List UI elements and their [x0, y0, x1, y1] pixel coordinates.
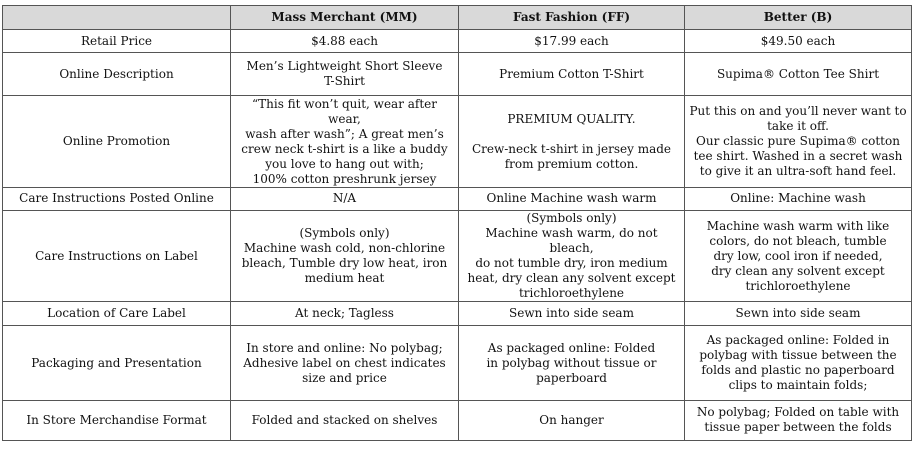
table-row: [3, 30, 912, 53]
cell-mm: At neck; Tagless: [231, 302, 459, 326]
table-row: [3, 187, 912, 210]
cell-ff: Premium Cotton T-Shirt: [459, 53, 685, 96]
cell-b: Put this on and you’ll never want to take it off. Our classic pure Supima® cotton tee shirt. Washed in a secret wash to give it an ultra-soft hand feel.: [685, 96, 912, 187]
row-label: Care Instructions Posted Online: [3, 187, 231, 210]
table-row: [3, 210, 912, 301]
header-mass-merchant: Mass Merchant (MM): [231, 6, 459, 30]
row-label: In Store Merchandise Format: [3, 400, 231, 440]
header-empty-cell: [3, 6, 231, 30]
comparison-table: [2, 5, 912, 441]
table-row: [3, 302, 912, 326]
row-label: Online Description: [3, 53, 231, 96]
cell-ff: On hanger: [459, 400, 685, 440]
row-label: Packaging and Presentation: [3, 326, 231, 400]
table-row: [3, 326, 912, 400]
cell-mm: $4.88 each: [231, 30, 459, 53]
cell-b: No polybag; Folded on table with tissue paper between the folds: [685, 400, 912, 440]
row-label: Retail Price: [3, 30, 231, 53]
table-row: [3, 53, 912, 96]
cell-b: Sewn into side seam: [685, 302, 912, 326]
row-label: Location of Care Label: [3, 302, 231, 326]
cell-mm: (Symbols only) Machine wash cold, non-chlorine bleach, Tumble dry low heat, iron medium heat: [231, 210, 459, 301]
row-label: Online Promotion: [3, 96, 231, 187]
cell-b: Supima® Cotton Tee Shirt: [685, 53, 912, 96]
cell-b: Online: Machine wash: [685, 187, 912, 210]
header-fast-fashion: Fast Fashion (FF): [459, 6, 685, 30]
cell-mm: In store and online: No polybag; Adhesive label on chest indicates size and price: [231, 326, 459, 400]
cell-ff: $17.99 each: [459, 30, 685, 53]
cell-mm: Folded and stacked on shelves: [231, 400, 459, 440]
row-label: Care Instructions on Label: [3, 210, 231, 301]
cell-b: $49.50 each: [685, 30, 912, 53]
cell-b: As packaged online: Folded in polybag with tissue between the folds and plastic no paperboard clips to maintain folds;: [685, 326, 912, 400]
cell-ff: (Symbols only) Machine wash warm, do not bleach, do not tumble dry, iron medium heat, dry clean any solvent except trichloroethylene: [459, 210, 685, 301]
table-row: [3, 96, 912, 187]
cell-mm: Men’s Lightweight Short Sleeve T-Shirt: [231, 53, 459, 96]
cell-ff: As packaged online: Folded in polybag without tissue or paperboard: [459, 326, 685, 400]
cell-ff: PREMIUM QUALITY. Crew-neck t-shirt in jersey made from premium cotton.: [459, 96, 685, 187]
cell-mm: N/A: [231, 187, 459, 210]
header-row: [3, 6, 912, 30]
cell-ff: Online Machine wash warm: [459, 187, 685, 210]
cell-ff: Sewn into side seam: [459, 302, 685, 326]
cell-b: Machine wash warm with like colors, do not bleach, tumble dry low, cool iron if needed, dry clean any solvent except trichloroethylene: [685, 210, 912, 301]
header-better: Better (B): [685, 6, 912, 30]
cell-mm: “This fit won’t quit, wear after wear, wash after wash”; A great men’s crew neck t-shirt is a like a buddy you love to hang out with; 100% cotton preshrunk jersey: [231, 96, 459, 187]
table-row: [3, 400, 912, 440]
